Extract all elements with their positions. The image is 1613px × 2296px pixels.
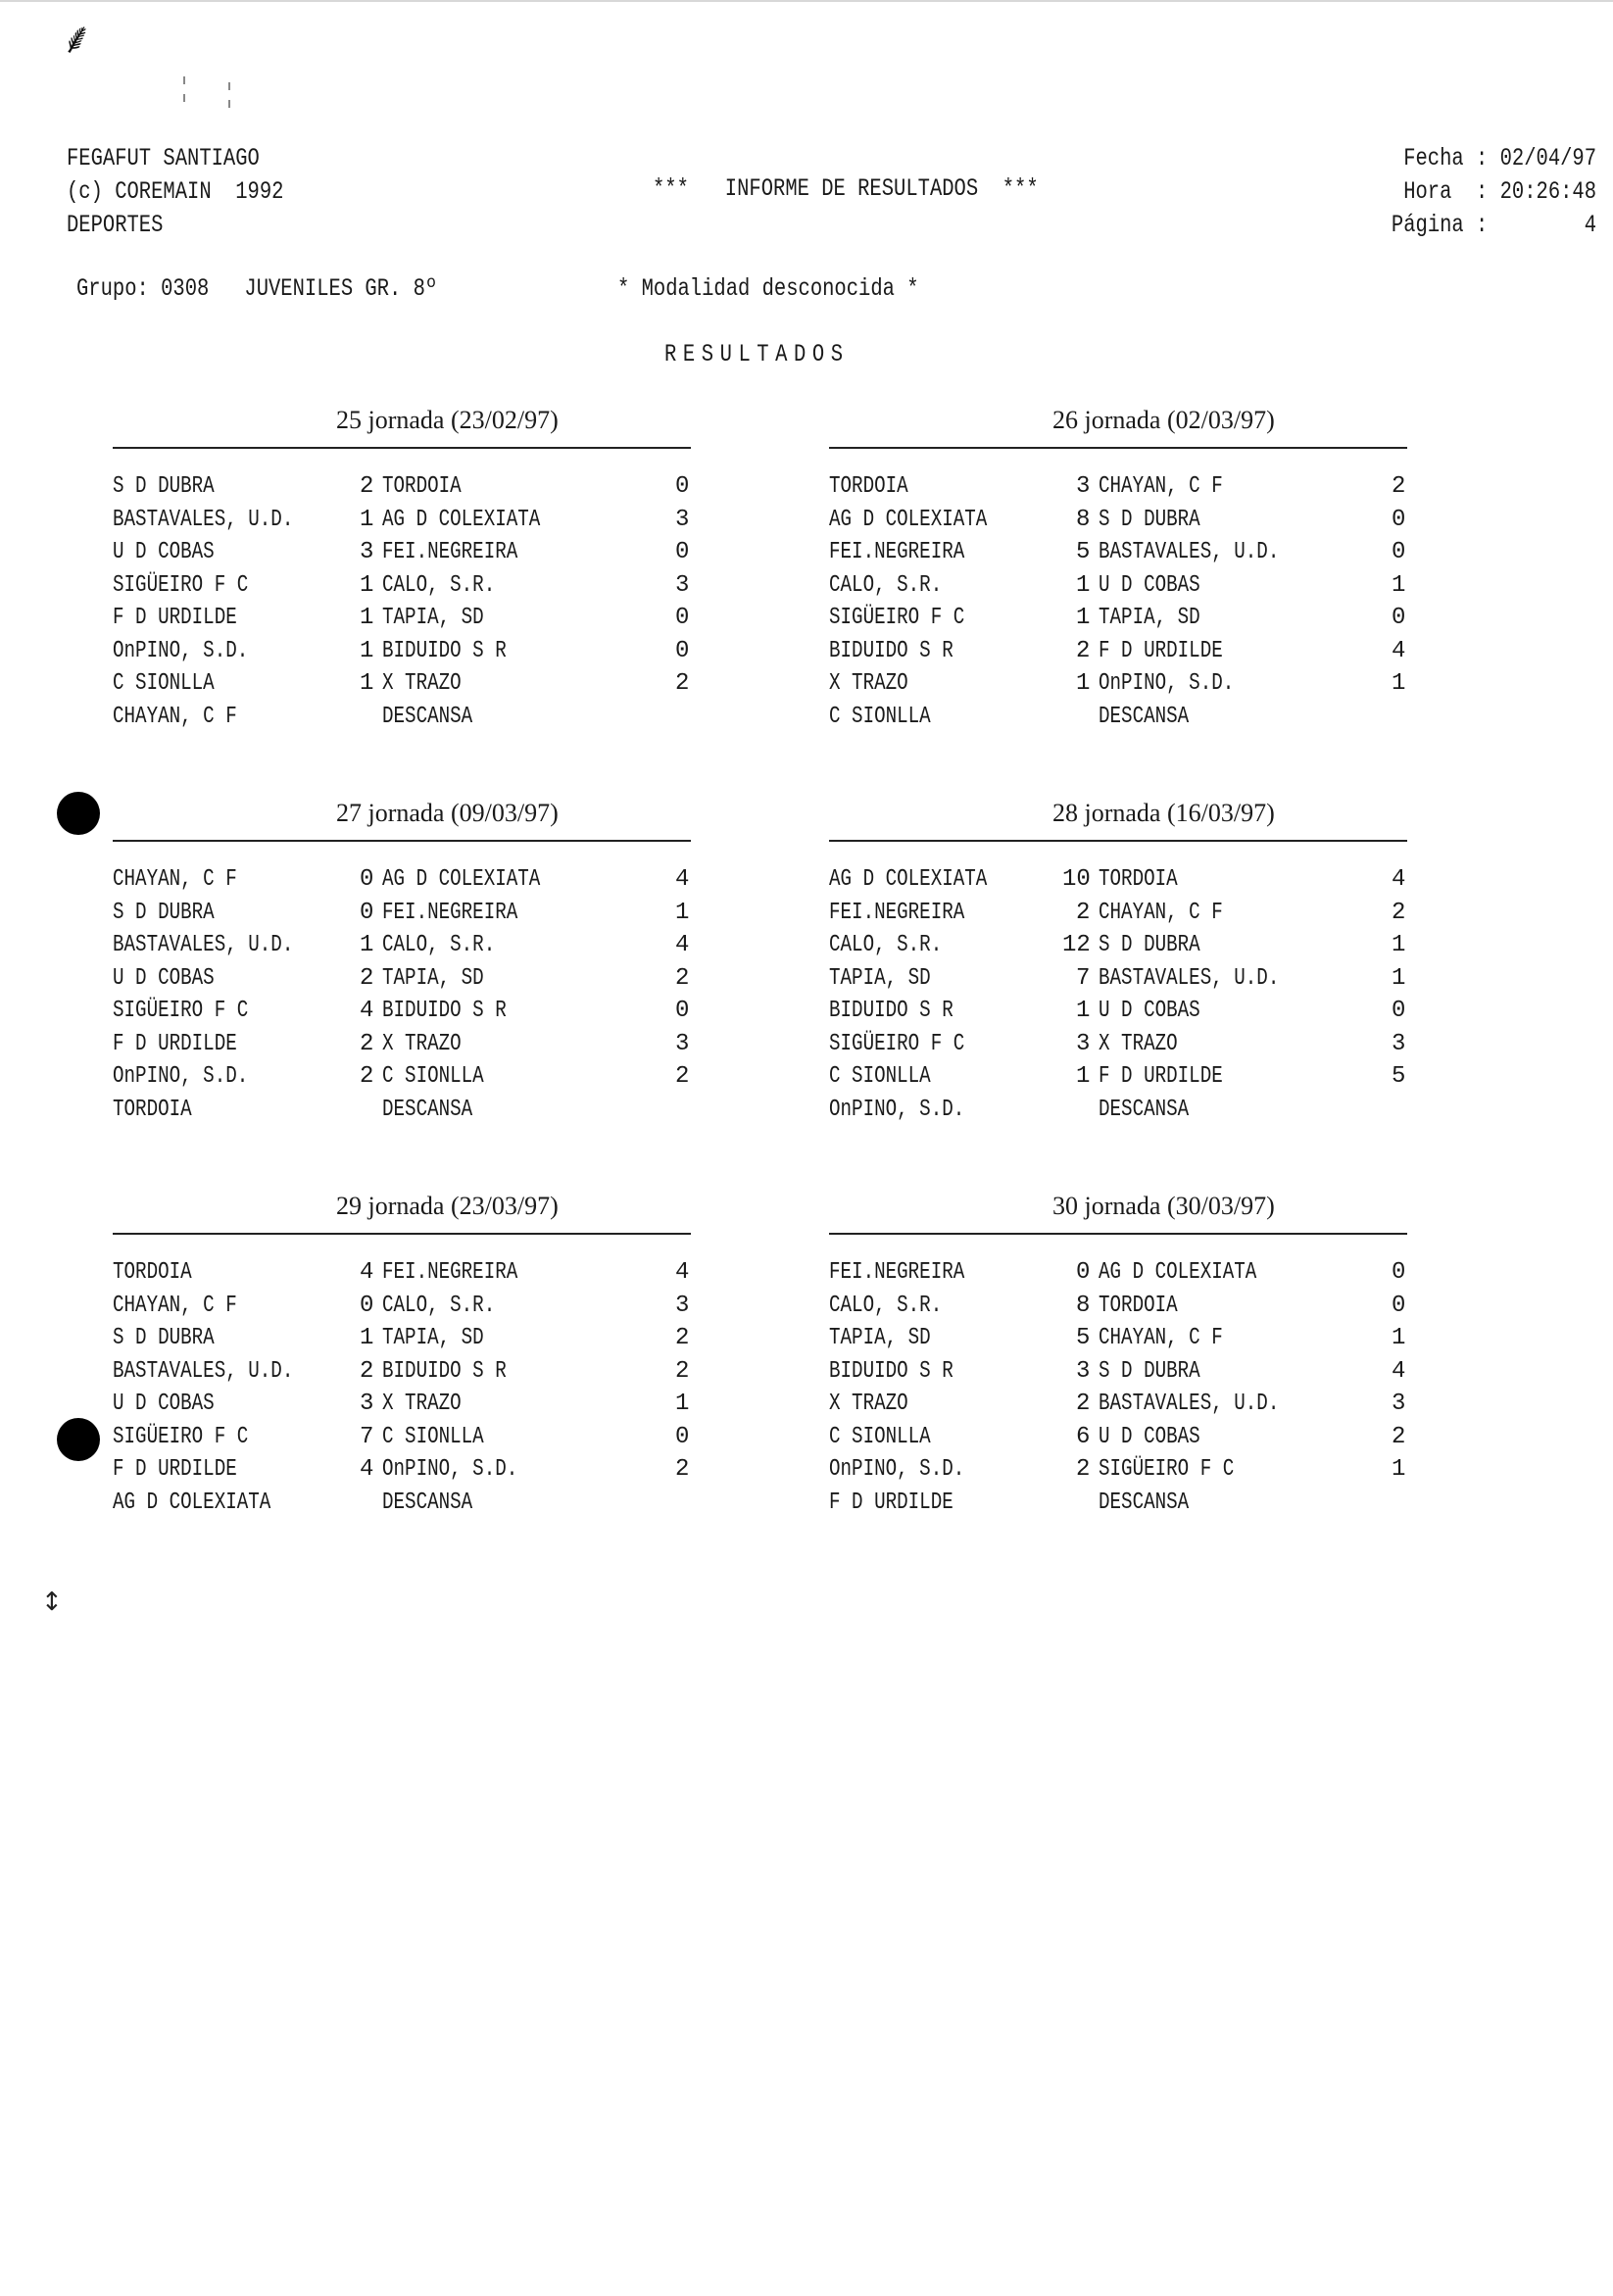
away-team: U D COBAS — [1099, 571, 1200, 599]
away-team: TAPIA, SD — [382, 605, 484, 631]
home-score: 3 — [1076, 1030, 1091, 1057]
match-row — [829, 1388, 1407, 1421]
match-row — [113, 929, 691, 962]
home-score: 2 — [360, 473, 374, 500]
bye-team: C SIONLLA — [829, 703, 931, 730]
bye-row — [829, 1094, 1407, 1127]
away-score: 0 — [675, 605, 690, 631]
home-team: S D DUBRA — [113, 473, 215, 500]
away-score: 4 — [1392, 866, 1406, 893]
match-row — [113, 470, 691, 504]
round-header — [829, 797, 1407, 830]
home-score: 3 — [360, 1391, 374, 1417]
punch-hole-icon — [57, 1418, 100, 1461]
match-row — [113, 863, 691, 897]
round-header — [829, 1190, 1407, 1223]
home-team: SIGÜEIRO F C — [113, 571, 249, 599]
away-score: 2 — [675, 1357, 690, 1385]
round-header — [113, 1190, 691, 1223]
home-team: SIGÜEIRO F C — [113, 998, 249, 1024]
home-score: 0 — [360, 866, 374, 893]
away-score: 2 — [675, 1325, 690, 1351]
away-score: 0 — [1392, 605, 1406, 631]
updown-arrow-icon: ↕ — [41, 1588, 63, 1617]
match-row — [829, 1355, 1407, 1389]
copyright: (c) COREMAIN 1992 — [67, 177, 284, 206]
away-team: BIDUIDO S R — [382, 637, 507, 664]
away-score: 3 — [675, 1292, 690, 1319]
match-row — [829, 962, 1407, 996]
match-row — [113, 1028, 691, 1061]
home-score: 4 — [360, 998, 374, 1024]
home-team: FEI.NEGREIRA — [829, 539, 965, 565]
home-score: 12 — [1062, 932, 1091, 958]
away-team: TORDOIA — [1099, 866, 1178, 893]
bye-team: TORDOIA — [113, 1096, 192, 1123]
home-team: OnPINO, S.D. — [113, 637, 249, 664]
away-score: 1 — [1392, 1325, 1406, 1351]
bye-row — [113, 1487, 691, 1520]
home-score: 1 — [360, 605, 374, 631]
away-score: 4 — [1392, 1357, 1406, 1385]
home-team: CHAYAN, C F — [113, 866, 237, 893]
org-name: FEGAFUT SANTIAGO — [67, 144, 260, 172]
home-score: 10 — [1062, 866, 1091, 893]
bye-label: DESCANSA — [1099, 1096, 1190, 1123]
home-score: 2 — [360, 1030, 374, 1057]
home-score: 4 — [360, 1456, 374, 1483]
match-row — [113, 1355, 691, 1389]
home-score: 2 — [360, 964, 374, 992]
away-team: C SIONLLA — [382, 1423, 484, 1450]
home-team: SIGÜEIRO F C — [829, 1030, 965, 1057]
home-team: AG D COLEXIATA — [829, 506, 988, 533]
home-score: 7 — [1076, 964, 1091, 992]
bye-row — [113, 1094, 691, 1127]
away-team: S D DUBRA — [1099, 506, 1200, 533]
home-score: 2 — [360, 1357, 374, 1385]
home-score: 1 — [360, 932, 374, 958]
away-score: 0 — [675, 539, 690, 565]
home-team: TAPIA, SD — [829, 1325, 931, 1351]
away-team: F D URDILDE — [1099, 637, 1223, 664]
round-header — [113, 404, 691, 437]
away-team: CALO, S.R. — [382, 571, 496, 599]
home-team: U D COBAS — [113, 964, 215, 992]
away-team: AG D COLEXIATA — [382, 506, 541, 533]
match-row — [113, 1290, 691, 1323]
away-score: 2 — [675, 1456, 690, 1483]
away-team: S D DUBRA — [1099, 932, 1200, 958]
home-team: FEI.NEGREIRA — [829, 1259, 965, 1286]
home-score: 3 — [1076, 473, 1091, 500]
away-team: FEI.NEGREIRA — [382, 539, 518, 565]
bye-row — [113, 701, 691, 734]
away-score: 4 — [675, 866, 690, 893]
away-score: 0 — [1392, 1292, 1406, 1319]
home-team: BIDUIDO S R — [829, 998, 953, 1024]
away-team: AG D COLEXIATA — [1099, 1259, 1257, 1286]
away-score: 3 — [675, 571, 690, 599]
round-title: 30 jornada (30/03/97) — [1052, 1192, 1275, 1220]
home-score: 1 — [1076, 571, 1091, 599]
match-list — [113, 863, 691, 1126]
round-title: 25 jornada (23/02/97) — [336, 406, 559, 434]
home-team: BIDUIDO S R — [829, 637, 953, 664]
home-team: U D COBAS — [113, 1391, 215, 1417]
match-row — [113, 569, 691, 603]
away-team: BASTAVALES, U.D. — [1099, 1391, 1280, 1417]
report-time: Hora : 20:26:48 — [1403, 177, 1596, 206]
away-team: FEI.NEGREIRA — [382, 899, 518, 926]
away-team: TAPIA, SD — [1099, 605, 1200, 631]
away-team: S D DUBRA — [1099, 1357, 1200, 1385]
away-score: 2 — [675, 964, 690, 992]
away-team: BIDUIDO S R — [382, 998, 507, 1024]
home-score: 2 — [1076, 1391, 1091, 1417]
header-meta-block — [1346, 142, 1596, 242]
modality: * Modalidad desconocida * — [617, 274, 919, 303]
home-score: 8 — [1076, 506, 1091, 533]
round-title: 29 jornada (23/03/97) — [336, 1192, 559, 1220]
match-list — [113, 1256, 691, 1519]
away-score: 2 — [1392, 1423, 1406, 1450]
round-title: 28 jornada (16/03/97) — [1052, 799, 1275, 827]
home-score: 5 — [1076, 1325, 1091, 1351]
bye-label: DESCANSA — [1099, 703, 1190, 730]
match-row — [113, 1453, 691, 1487]
page-number: Página : 4 — [1391, 211, 1596, 239]
away-team: CALO, S.R. — [382, 1292, 496, 1319]
match-row — [113, 635, 691, 668]
away-score: 0 — [1392, 539, 1406, 565]
round-divider — [829, 1233, 1407, 1235]
away-score: 1 — [675, 1391, 690, 1417]
away-score: 1 — [1392, 964, 1406, 992]
away-team: TORDOIA — [382, 473, 462, 500]
home-score: 0 — [360, 899, 374, 926]
round-header — [829, 404, 1407, 437]
home-team: TORDOIA — [113, 1259, 192, 1286]
match-row — [829, 1060, 1407, 1094]
round-divider — [113, 1233, 691, 1235]
away-score: 0 — [1392, 506, 1406, 533]
match-row — [829, 1290, 1407, 1323]
away-team: FEI.NEGREIRA — [382, 1259, 518, 1286]
home-team: CALO, S.R. — [829, 571, 943, 599]
match-row — [829, 1256, 1407, 1290]
bye-label: DESCANSA — [382, 1489, 473, 1516]
away-score: 0 — [1392, 1259, 1406, 1286]
home-score: 1 — [1076, 670, 1091, 697]
match-row — [113, 897, 691, 930]
away-score: 4 — [675, 1259, 690, 1286]
away-score: 0 — [675, 637, 690, 664]
match-row — [829, 667, 1407, 701]
home-score: 2 — [1076, 1456, 1091, 1483]
away-team: CHAYAN, C F — [1099, 473, 1223, 500]
away-team: CHAYAN, C F — [1099, 1325, 1223, 1351]
away-team: SIGÜEIRO F C — [1099, 1456, 1235, 1483]
group-category: JUVENILES GR. 8º — [244, 274, 438, 303]
home-score: 8 — [1076, 1292, 1091, 1319]
match-row — [829, 536, 1407, 569]
away-team: C SIONLLA — [382, 1063, 484, 1090]
match-row — [113, 1388, 691, 1421]
bye-row — [829, 1487, 1407, 1520]
home-team: U D COBAS — [113, 539, 215, 565]
away-team: F D URDILDE — [1099, 1063, 1223, 1090]
home-score: 2 — [360, 1063, 374, 1090]
match-list — [829, 470, 1407, 733]
away-score: 2 — [675, 670, 690, 697]
round-title: 27 jornada (09/03/97) — [336, 799, 559, 827]
away-score: 3 — [675, 506, 690, 533]
home-team: S D DUBRA — [113, 1325, 215, 1351]
round-divider — [829, 840, 1407, 842]
home-team: OnPINO, S.D. — [113, 1063, 249, 1090]
away-team: TAPIA, SD — [382, 964, 484, 992]
match-row — [829, 897, 1407, 930]
match-row — [829, 504, 1407, 537]
away-score: 4 — [1392, 637, 1406, 664]
bye-label: DESCANSA — [382, 1096, 473, 1123]
match-row — [829, 1453, 1407, 1487]
away-team: X TRAZO — [1099, 1030, 1178, 1057]
away-team: AG D COLEXIATA — [382, 866, 541, 893]
away-score: 4 — [675, 932, 690, 958]
group-line — [76, 274, 472, 304]
match-list — [829, 863, 1407, 1126]
match-row — [113, 602, 691, 635]
match-list — [829, 1256, 1407, 1519]
away-score: 1 — [1392, 670, 1406, 697]
match-row — [113, 1421, 691, 1454]
home-team: C SIONLLA — [829, 1423, 931, 1450]
away-score: 2 — [1392, 473, 1406, 500]
away-team: BIDUIDO S R — [382, 1357, 507, 1385]
home-score: 5 — [1076, 539, 1091, 565]
home-score: 1 — [1076, 605, 1091, 631]
away-team: OnPINO, S.D. — [382, 1456, 518, 1483]
away-team: X TRAZO — [382, 1391, 462, 1417]
home-team: C SIONLLA — [829, 1063, 931, 1090]
bye-team: F D URDILDE — [829, 1489, 953, 1516]
away-score: 0 — [675, 473, 690, 500]
away-team: CALO, S.R. — [382, 932, 496, 958]
match-row — [829, 1028, 1407, 1061]
match-row — [113, 962, 691, 996]
away-team: BASTAVALES, U.D. — [1099, 964, 1280, 992]
round-header — [113, 797, 691, 830]
away-score: 0 — [1392, 998, 1406, 1024]
away-score: 3 — [675, 1030, 690, 1057]
home-team: TAPIA, SD — [829, 964, 931, 992]
match-row — [113, 1060, 691, 1094]
home-score: 1 — [1076, 1063, 1091, 1090]
home-score: 1 — [360, 1325, 374, 1351]
match-row — [829, 602, 1407, 635]
away-team: BASTAVALES, U.D. — [1099, 539, 1280, 565]
away-score: 2 — [1392, 899, 1406, 926]
round-divider — [829, 447, 1407, 449]
match-row — [113, 1256, 691, 1290]
home-team: CALO, S.R. — [829, 1292, 943, 1319]
away-score: 1 — [1392, 932, 1406, 958]
bye-team: AG D COLEXIATA — [113, 1489, 271, 1516]
bye-team: CHAYAN, C F — [113, 703, 237, 730]
away-score: 1 — [675, 899, 690, 926]
match-row — [113, 536, 691, 569]
bye-label: DESCANSA — [1099, 1489, 1190, 1516]
home-team: BASTAVALES, U.D. — [113, 1357, 294, 1385]
away-score: 1 — [1392, 571, 1406, 599]
round-title: 26 jornada (02/03/97) — [1052, 406, 1275, 434]
away-score: 3 — [1392, 1391, 1406, 1417]
match-row — [829, 1421, 1407, 1454]
home-team: OnPINO, S.D. — [829, 1456, 965, 1483]
ink-mark-icon: ⸙ — [61, 14, 93, 64]
away-score: 2 — [675, 1063, 690, 1090]
home-score: 2 — [1076, 899, 1091, 926]
away-team: U D COBAS — [1099, 998, 1200, 1024]
away-team: OnPINO, S.D. — [1099, 670, 1235, 697]
match-row — [829, 635, 1407, 668]
home-score: 6 — [1076, 1423, 1091, 1450]
away-team: X TRAZO — [382, 1030, 462, 1057]
home-team: BASTAVALES, U.D. — [113, 932, 294, 958]
home-score: 1 — [1076, 998, 1091, 1024]
round-divider — [113, 447, 691, 449]
group-code: Grupo: 0308 — [76, 274, 210, 303]
away-team: X TRAZO — [382, 670, 462, 697]
home-team: BASTAVALES, U.D. — [113, 506, 294, 533]
home-score: 0 — [1076, 1259, 1091, 1286]
away-score: 1 — [1392, 1456, 1406, 1483]
scan-edge-line — [0, 0, 1613, 2]
home-team: AG D COLEXIATA — [829, 866, 988, 893]
home-team: X TRAZO — [829, 1391, 908, 1417]
section-title: RESULTADOS — [664, 340, 850, 368]
match-row — [829, 929, 1407, 962]
home-team: CALO, S.R. — [829, 932, 943, 958]
department: DEPORTES — [67, 211, 164, 239]
away-score: 0 — [675, 998, 690, 1024]
home-team: F D URDILDE — [113, 1030, 237, 1057]
match-row — [113, 1322, 691, 1355]
report-date: Fecha : 02/04/97 — [1403, 144, 1596, 172]
home-team: C SIONLLA — [113, 670, 215, 697]
home-team: FEI.NEGREIRA — [829, 899, 965, 926]
punch-hole-icon — [57, 792, 100, 835]
match-row — [829, 863, 1407, 897]
home-team: SIGÜEIRO F C — [113, 1423, 249, 1450]
home-team: F D URDILDE — [113, 605, 237, 631]
away-score: 3 — [1392, 1030, 1406, 1057]
bye-team: OnPINO, S.D. — [829, 1096, 965, 1123]
home-team: CHAYAN, C F — [113, 1292, 237, 1319]
bye-row — [829, 701, 1407, 734]
home-score: 3 — [1076, 1357, 1091, 1385]
match-list — [113, 470, 691, 733]
home-score: 4 — [360, 1259, 374, 1286]
home-team: F D URDILDE — [113, 1456, 237, 1483]
match-row — [113, 667, 691, 701]
away-score: 0 — [675, 1423, 690, 1450]
report-title: *** INFORME DE RESULTADOS *** — [653, 174, 1039, 203]
home-team: TORDOIA — [829, 473, 908, 500]
home-score: 3 — [360, 539, 374, 565]
home-score: 1 — [360, 670, 374, 697]
scan-specks — [181, 76, 240, 125]
away-team: U D COBAS — [1099, 1423, 1200, 1450]
home-score: 1 — [360, 506, 374, 533]
match-row — [829, 569, 1407, 603]
match-row — [113, 504, 691, 537]
away-team: TAPIA, SD — [382, 1325, 484, 1351]
home-score: 2 — [1076, 637, 1091, 664]
match-row — [113, 995, 691, 1028]
home-team: X TRAZO — [829, 670, 908, 697]
home-score: 1 — [360, 637, 374, 664]
match-row — [829, 995, 1407, 1028]
round-divider — [113, 840, 691, 842]
away-score: 5 — [1392, 1063, 1406, 1090]
home-score: 1 — [360, 571, 374, 599]
away-team: CHAYAN, C F — [1099, 899, 1223, 926]
home-team: SIGÜEIRO F C — [829, 605, 965, 631]
home-score: 7 — [360, 1423, 374, 1450]
match-row — [829, 1322, 1407, 1355]
away-team: TORDOIA — [1099, 1292, 1178, 1319]
home-team: S D DUBRA — [113, 899, 215, 926]
home-team: BIDUIDO S R — [829, 1357, 953, 1385]
bye-label: DESCANSA — [382, 703, 473, 730]
header-org-block — [67, 142, 331, 242]
home-score: 0 — [360, 1292, 374, 1319]
match-row — [829, 470, 1407, 504]
